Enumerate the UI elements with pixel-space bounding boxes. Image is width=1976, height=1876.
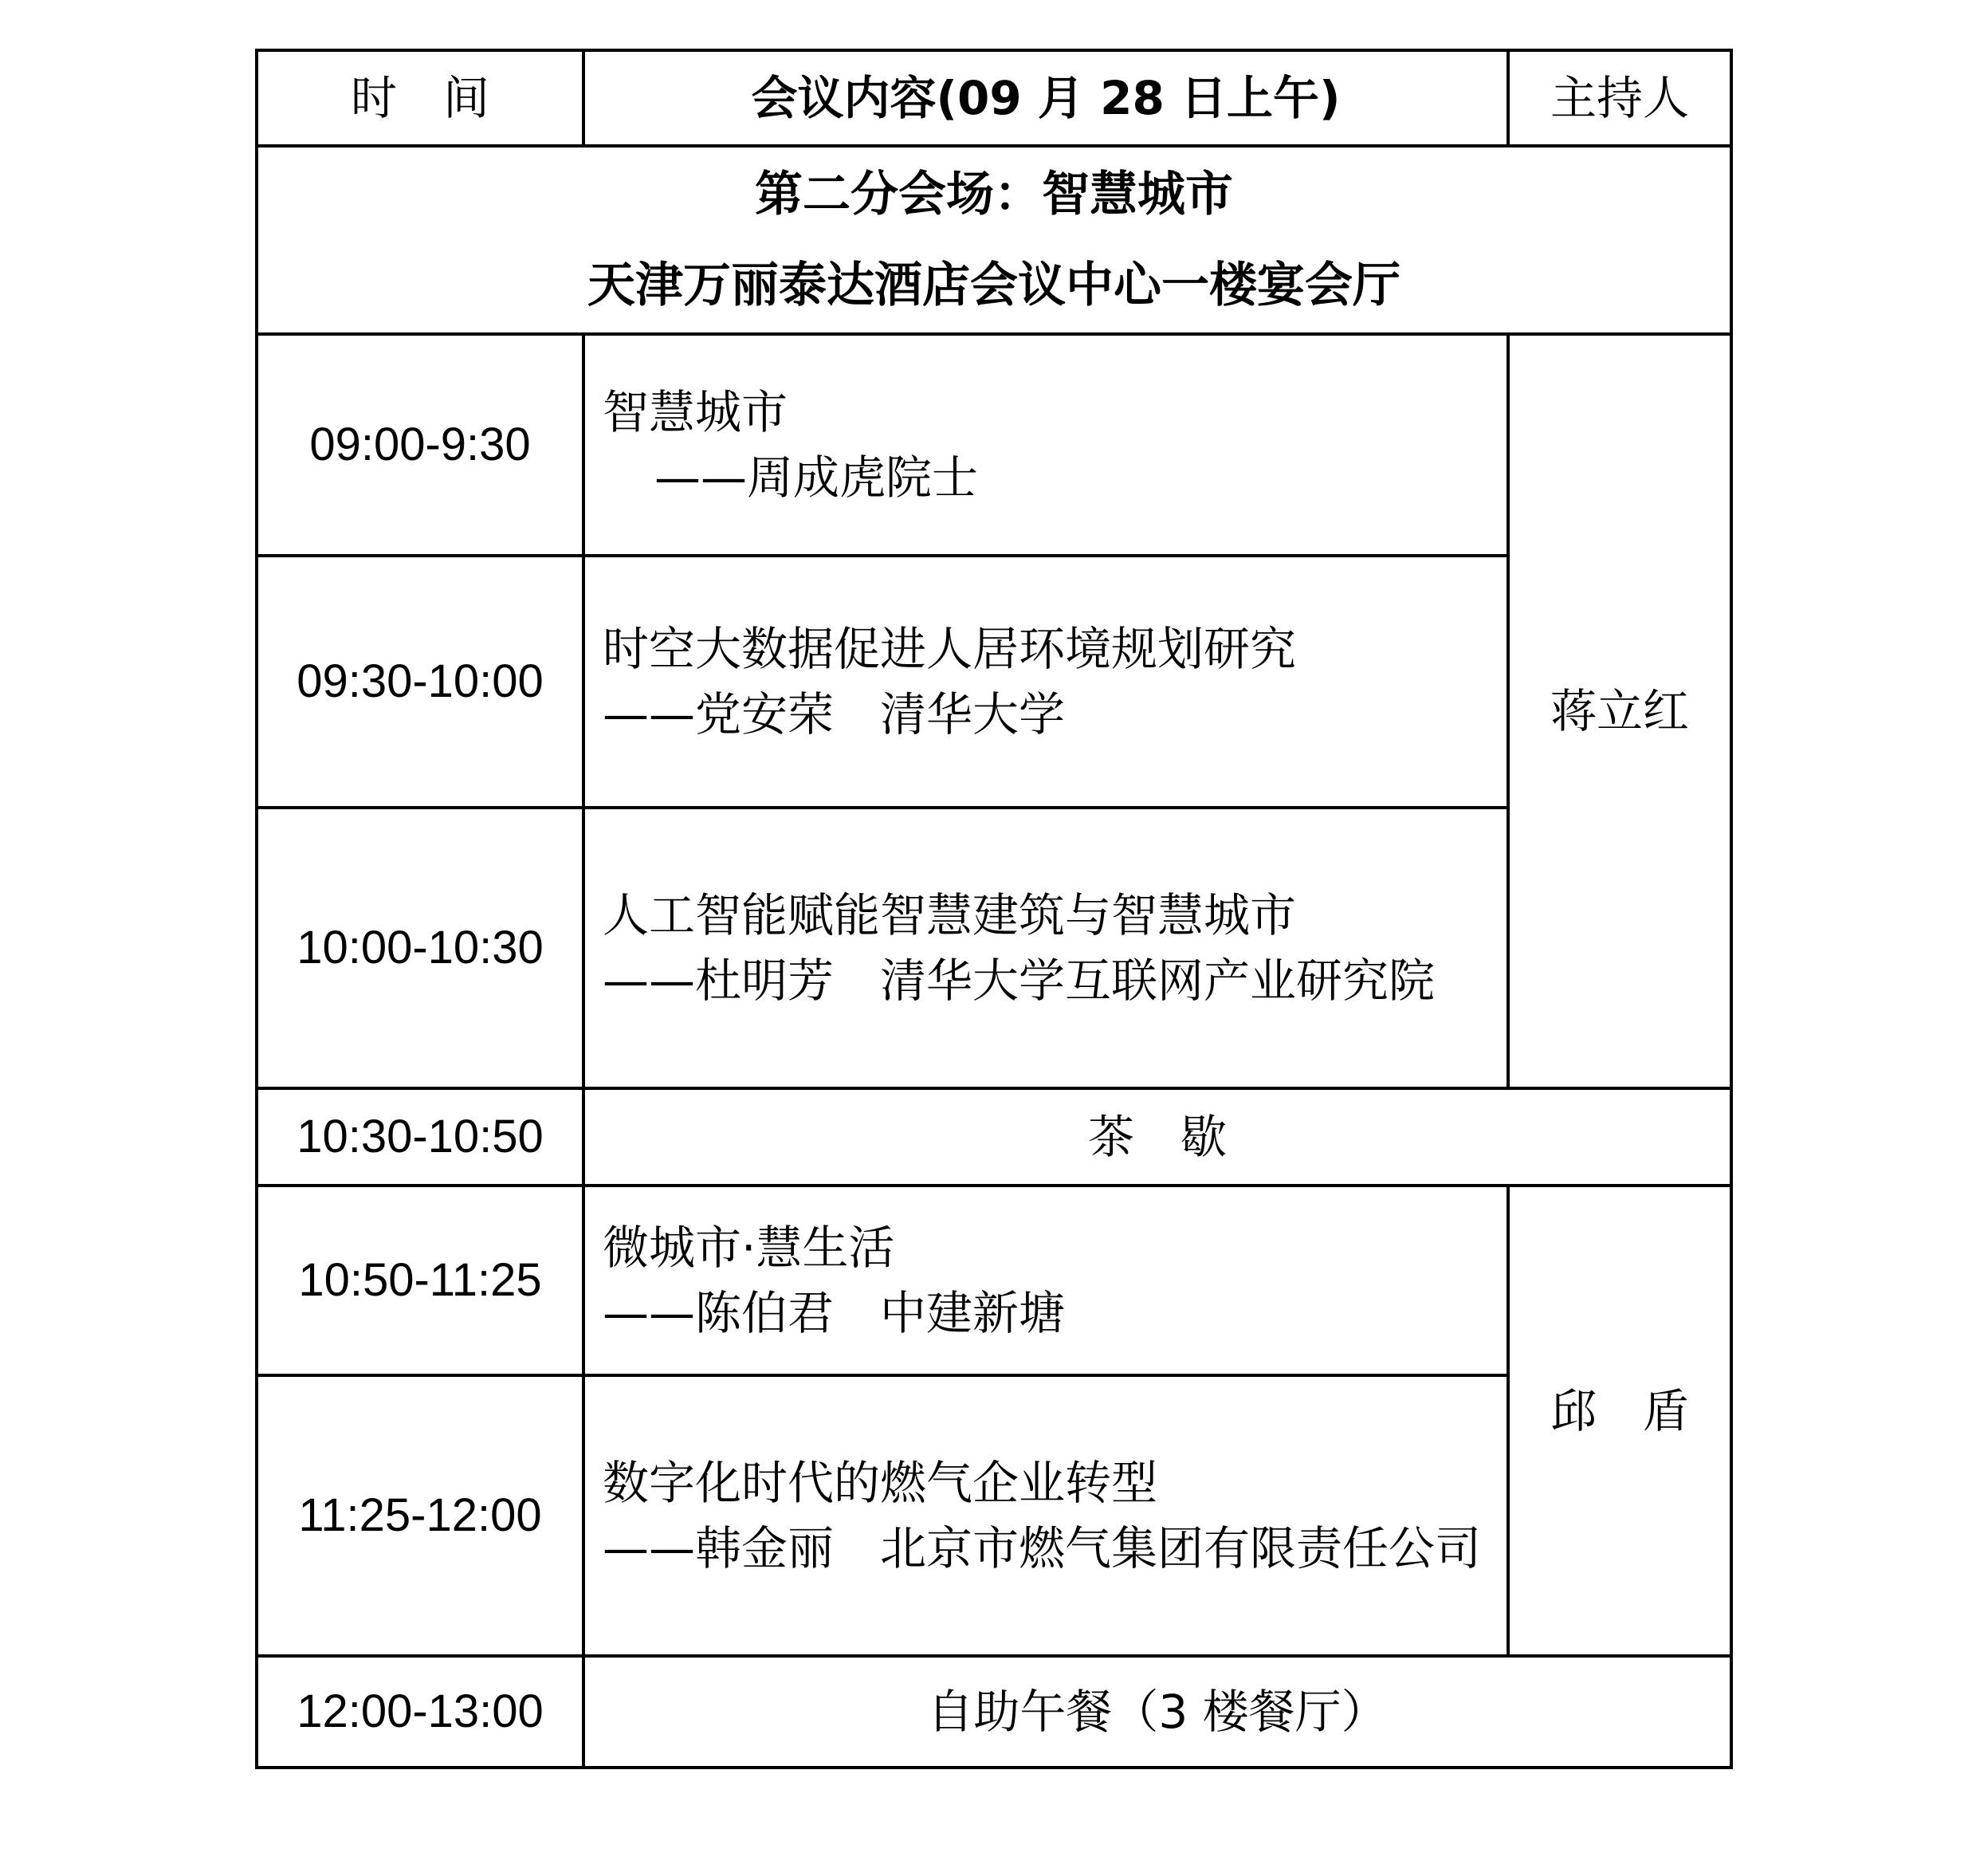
session-row xyxy=(257,334,1731,556)
session-row xyxy=(257,1186,1731,1375)
session-content xyxy=(583,808,1508,1088)
session-content xyxy=(583,334,1508,556)
lunch-row xyxy=(257,1656,1731,1768)
break-time: 10:30-10:50 xyxy=(257,1088,583,1186)
venue-location: 天津万丽泰达酒店会议中心一楼宴会厅 xyxy=(587,258,1400,313)
venue-cell xyxy=(257,146,1731,334)
venue-title: 第二分会场：智慧城市 xyxy=(755,167,1233,222)
talk-speaker: ——陈伯君 中建新塘 xyxy=(603,1286,1066,1340)
host-first: 蒋立红 xyxy=(1508,334,1731,1088)
venue-row xyxy=(257,146,1731,334)
header-host: 主持人 xyxy=(1508,50,1731,146)
header-row xyxy=(257,50,1731,146)
break-label: 茶 歇 xyxy=(583,1088,1731,1186)
host-second: 邱 盾 xyxy=(1508,1186,1731,1656)
session-time: 10:50-11:25 xyxy=(257,1186,583,1375)
header-time: 时 间 xyxy=(257,50,583,146)
talk-speaker: ——韩金丽 北京市燃气集团有限责任公司 xyxy=(603,1521,1482,1575)
talk-speaker: ——杜明芳 清华大学互联网产业研究院 xyxy=(603,954,1436,1008)
talk-title: 数字化时代的燃气企业转型 xyxy=(603,1455,1158,1510)
header-content: 会议内容(09 月 28 日上午) xyxy=(583,50,1508,146)
session-time: 10:00-10:30 xyxy=(257,808,583,1088)
talk-title: 微城市·慧生活 xyxy=(603,1220,895,1275)
talk-speaker: ——周成虎院士 xyxy=(654,450,979,505)
session-time: 09:30-10:00 xyxy=(257,556,583,808)
talk-speaker: ——党安荣 清华大学 xyxy=(603,687,1066,741)
session-time: 09:00-9:30 xyxy=(257,334,583,556)
session-content xyxy=(583,556,1508,808)
talk-title: 智慧城市 xyxy=(603,384,788,439)
lunch-time: 12:00-13:00 xyxy=(257,1656,583,1768)
session-time: 11:25-12:00 xyxy=(257,1375,583,1656)
talk-title: 时空大数据促进人居环境规划研究 xyxy=(603,621,1297,676)
break-row xyxy=(257,1088,1731,1186)
lunch-label: 自助午餐（3 楼餐厅） xyxy=(583,1656,1731,1768)
talk-title: 人工智能赋能智慧建筑与智慧城市 xyxy=(603,887,1297,942)
session-content xyxy=(583,1186,1508,1375)
session-content xyxy=(583,1375,1508,1656)
schedule-table xyxy=(255,49,1733,1769)
